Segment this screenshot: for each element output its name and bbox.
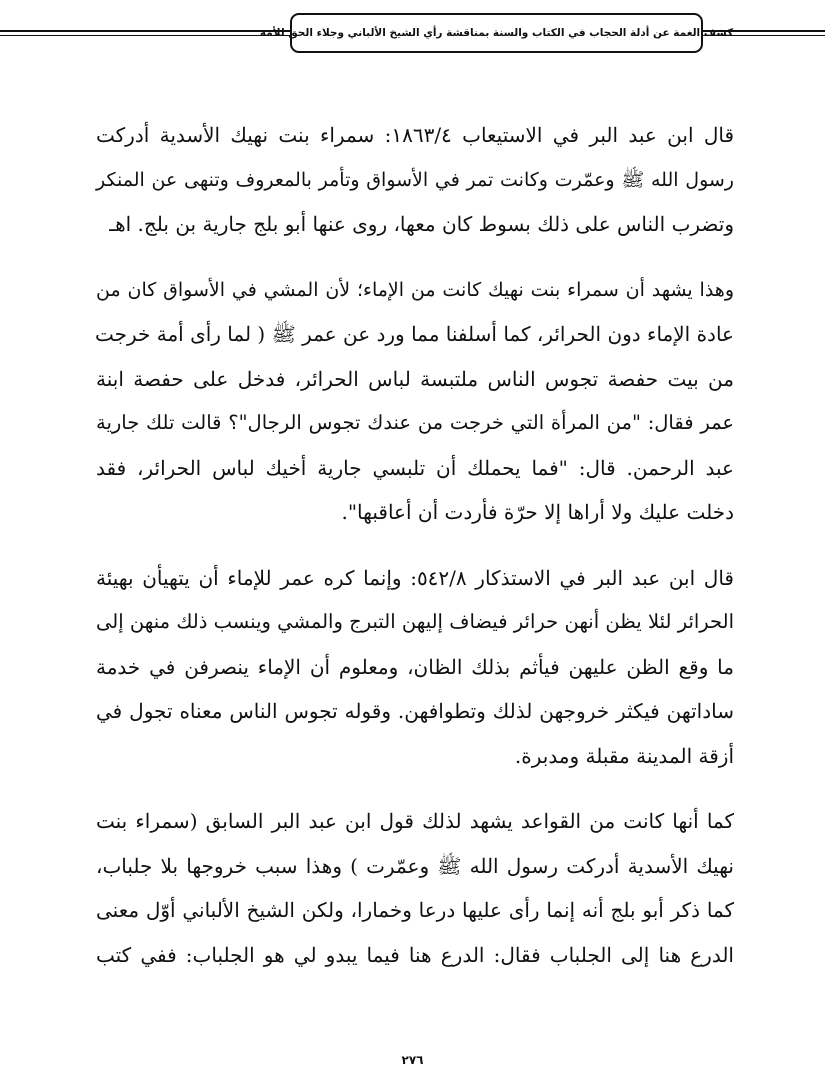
text-line: عادة الإماء دون الحرائر، كما أسلفنا مما ورد عن عمر ﷺ ( لما رأى أمة خرجت <box>94 322 734 346</box>
text-line: ما وقع الظن عليهن فيأثم بذلك الظان، ومعلوم أن الإماء ينصرفن في خدمة <box>96 654 734 679</box>
paragraph-4 <box>96 799 734 977</box>
page-body <box>96 113 734 998</box>
text-line: من بيت حفصة تجوس الناس ملتبسة لباس الحرائر، فدخل على حفصة ابنة <box>96 366 734 391</box>
running-header <box>259 13 734 53</box>
paragraph-2 <box>96 268 734 535</box>
text-line: وتضرب الناس على ذلك بسوط كان معها، روى عنها أبو بلج جارية بن بلج. اهـ <box>109 212 734 236</box>
text-line: دخلت عليك ولا أراها إلا حرّة فأردت أن أعاقبها". <box>341 500 734 524</box>
paragraph-3 <box>96 556 734 779</box>
book-title: كشف الغمة عن أدلة الحجاب في الكتاب والسنة بمناقشة رأي الشيخ الألباني وجلاء الحق للأمة <box>259 27 734 39</box>
text-line: قال ابن عبد البر في الاستذكار ٥٤٢/٨: وإنما كره عمر للإماء أن يتهيأن بهيئة <box>96 565 734 590</box>
text-line: الحرائر لئلا يظن أنهن حرائر فيضاف إليهن التبرج والمشي وينسب ذلك منهن إلى <box>96 610 734 633</box>
text-line: رسول الله ﷺ وعمّرت وكانت تمر في الأسواق وتأمر بالمعروف وتنهى عن المنكر <box>96 168 734 191</box>
text-line: نهيك الأسدية أدركت رسول الله ﷺ وعمّرت ) وهذا سبب خروجها بلا جلباب، <box>96 853 734 878</box>
text-line: عبد الرحمن. قال: "فما يحملك أن تلبسي جارية أخيك لباس الحرائر، فقد <box>96 455 734 480</box>
text-line: ساداتهن فيكثر خروجهن لذلك وتطوافهن. وقوله تجوس الناس معناه تجول في <box>96 699 734 723</box>
text-line: كما ذكر أبو بلج أنه إنما رأى عليها درعا وخمارا، ولكن الشيخ الألباني أوّل معنى <box>96 898 734 922</box>
text-line: عمر فقال: "من المرأة التي خرجت من عندك تجوس الرجال"؟ قالت تلك جارية <box>96 411 734 434</box>
text-line: وهذا يشهد أن سمراء بنت نهيك كانت من الإماء؛ لأن المشي في الأسواق كان من <box>96 278 734 301</box>
text-line: كما أنها كانت من القواعد يشهد لذلك قول ابن عبد البر السابق (سمراء بنت <box>96 809 734 833</box>
paragraph-1 <box>96 113 734 247</box>
text-line: الدرع هنا إلى الجلباب فقال: الدرع هنا فيما يبدو لي هو الجلباب: ففي كتب <box>96 942 734 967</box>
text-line: قال ابن عبد البر في الاستيعاب ١٨٦٣/٤: سمراء بنت نهيك الأسدية أدركت <box>96 123 734 147</box>
text-line: أزقة المدينة مقبلة ومدبرة. <box>514 743 734 768</box>
page-number: ٢٧٦ <box>401 1053 424 1067</box>
